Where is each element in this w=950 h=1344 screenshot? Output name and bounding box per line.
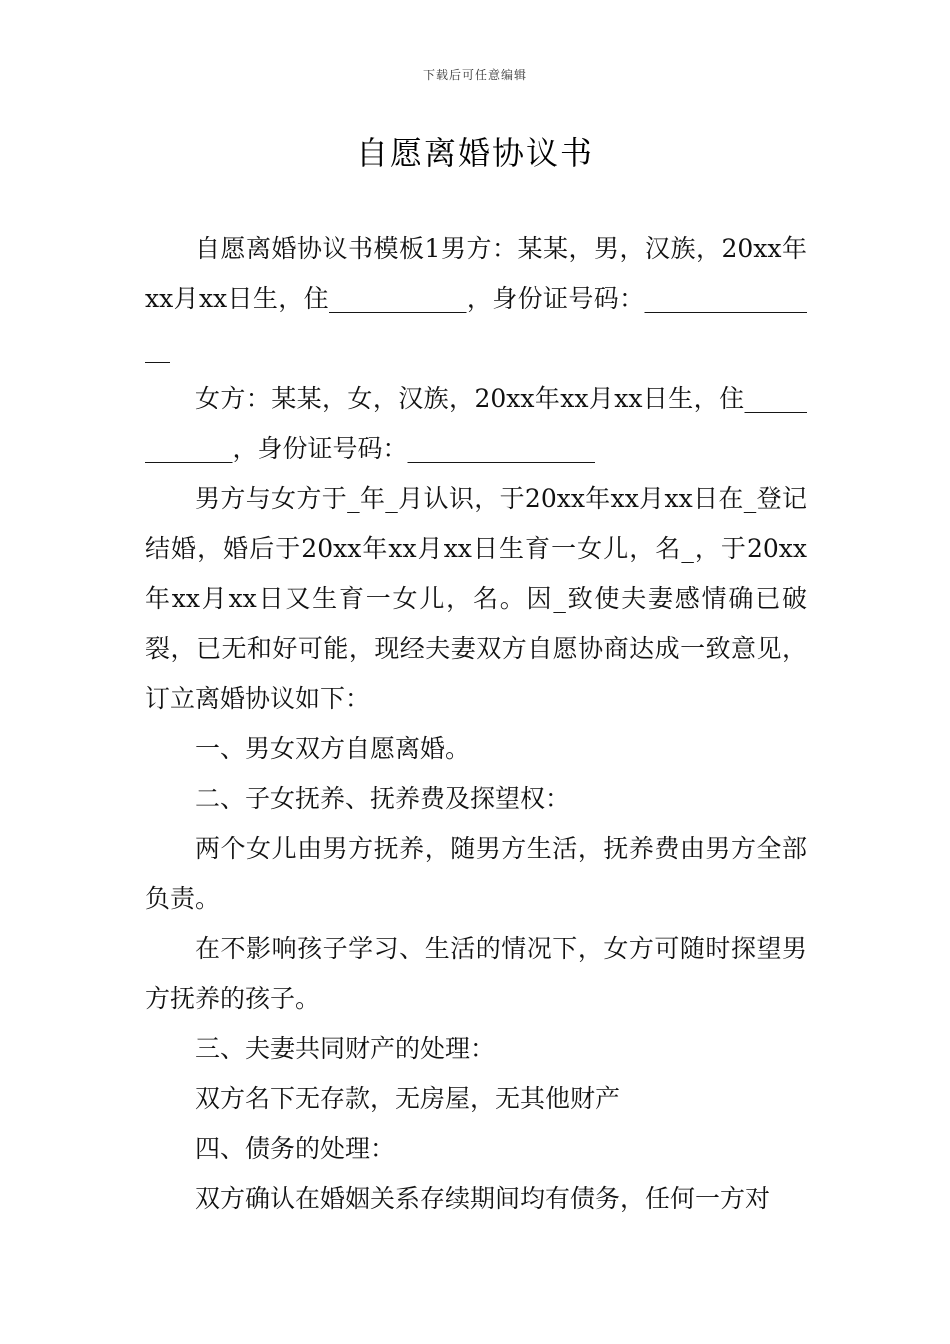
clause-1: 一、男女双方自愿离婚。: [195, 734, 471, 763]
clause-4-heading: 四、债务的处理：: [195, 1134, 396, 1163]
document-title: 自愿离婚协议书: [355, 134, 594, 172]
clause-3-heading: 三、夫妻共同财产的处理：: [195, 1034, 496, 1063]
paragraph-intro-male: 自愿离婚协议书模板1男方：某某，男，汉族，20xx年xx月xx日生，住___________，身份证号码：_______________: [145, 234, 807, 363]
paragraph-female: 女方：某某，女，汉族，20xx年xx月xx日生，住____________，身份证号码：_______________: [145, 384, 807, 463]
header-note: 下载后可任意编辑: [422, 68, 527, 82]
clause-4-debts: 双方确认在婚姻关系存续期间均有债务，任何一方对: [195, 1184, 771, 1213]
clause-2-heading: 二、子女抚养、抚养费及探望权：: [195, 784, 571, 813]
clause-2-visitation: 在不影响孩子学习、生活的情况下，女方可随时探望男方抚养的孩子。: [145, 934, 807, 1013]
document-body: [145, 224, 807, 1224]
clause-2-custody: 两个女儿由男方抚养，随男方生活，抚养费由男方全部负责。: [145, 834, 807, 913]
clause-3-property: 双方名下无存款，无房屋，无其他财产: [195, 1084, 621, 1113]
paragraph-background: 男方与女方于_年_月认识，于20xx年xx月xx日在_登记结婚，婚后于20xx年xx月xx日生育一女儿，名_，于20xx年xx月xx日又生育一女儿，名。因_致使夫妻感情确已破裂，已无和好可能，现经夫妻双方自愿协商达成一致意见，订立离婚协议如下：: [145, 484, 807, 713]
